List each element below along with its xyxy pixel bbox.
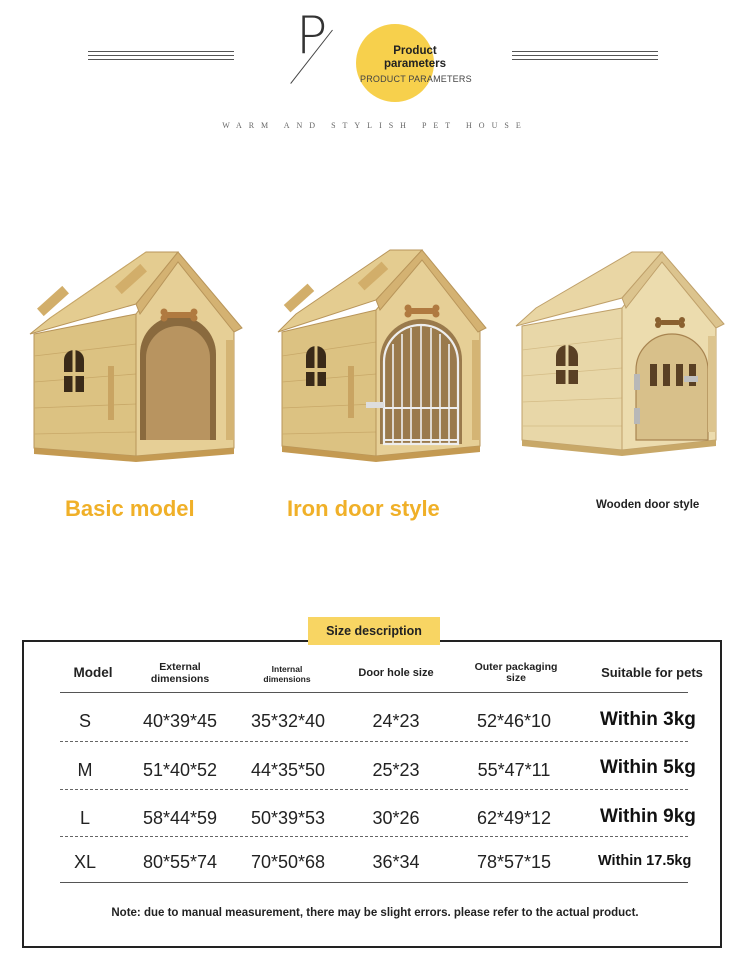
cell-pets: Within 5kg xyxy=(600,757,696,778)
row-divider xyxy=(60,741,688,742)
col-header-model: Model xyxy=(73,665,113,680)
row-divider xyxy=(60,789,688,790)
measurement-note: Note: due to manual measurement, there may be slight errors. please refer to the actual product. xyxy=(111,907,639,919)
cell-packaging: 78*57*15 xyxy=(476,852,552,872)
cell-packaging: 62*49*12 xyxy=(476,808,552,828)
header-divider xyxy=(60,692,688,693)
iron-door-model-image xyxy=(276,248,490,470)
col-header-door: Door hole size xyxy=(358,667,434,679)
side-window xyxy=(554,344,580,384)
cell-model: M xyxy=(77,760,93,780)
cell-model: XL xyxy=(73,852,97,872)
side-window xyxy=(304,346,328,386)
cell-model: S xyxy=(78,711,91,731)
cell-pets: Within 3kg xyxy=(600,709,696,730)
cell-packaging: 52*46*10 xyxy=(476,711,552,731)
wooden-door-model-label: Wooden door style xyxy=(596,499,700,511)
basic-model-image xyxy=(28,248,246,468)
cell-door: 36*34 xyxy=(372,852,420,872)
cell-external: 80*55*74 xyxy=(142,852,218,872)
cell-packaging: 55*47*11 xyxy=(477,760,551,780)
cell-door: 25*23 xyxy=(372,760,420,780)
cell-pets: Within 9kg xyxy=(600,806,696,827)
wooden-door-model-image xyxy=(512,250,728,462)
col-header-packaging: Outer packaging size xyxy=(474,661,558,684)
header-right-rule xyxy=(512,51,658,60)
cell-external: 51*40*52 xyxy=(142,760,218,780)
size-table-frame xyxy=(22,640,722,948)
cell-door: 24*23 xyxy=(372,711,420,731)
iron-door-model-label: Iron door style xyxy=(287,496,440,521)
header-left-rule xyxy=(88,51,234,60)
header-tagline: WARM AND STYLISH PET HOUSE xyxy=(222,121,528,130)
col-header-pets: Suitable for pets xyxy=(601,665,703,680)
col-header-internal: Internal dimensions xyxy=(263,664,311,684)
side-window xyxy=(62,350,86,392)
basic-model-label: Basic model xyxy=(65,496,195,521)
wooden-door xyxy=(634,334,708,440)
cell-external: 40*39*45 xyxy=(142,711,218,731)
cell-internal: 70*50*68 xyxy=(250,852,326,872)
header-title: Product parameters xyxy=(383,45,446,70)
cell-pets: Within 17.5kg xyxy=(598,853,692,869)
cell-internal: 44*35*50 xyxy=(250,760,326,780)
header-letter: P xyxy=(296,6,328,66)
table-bottom-rule xyxy=(60,882,688,883)
cell-internal: 50*39*53 xyxy=(250,808,326,828)
cell-door: 30*26 xyxy=(372,808,420,828)
cell-external: 58*44*59 xyxy=(142,808,218,828)
row-divider xyxy=(60,836,688,837)
header-subtitle: PRODUCT PARAMETERS xyxy=(360,74,472,84)
cell-model: L xyxy=(79,808,90,828)
cell-internal: 35*32*40 xyxy=(250,711,326,731)
col-header-external: External dimensions xyxy=(150,661,210,685)
size-description-badge: Size description xyxy=(308,617,440,645)
